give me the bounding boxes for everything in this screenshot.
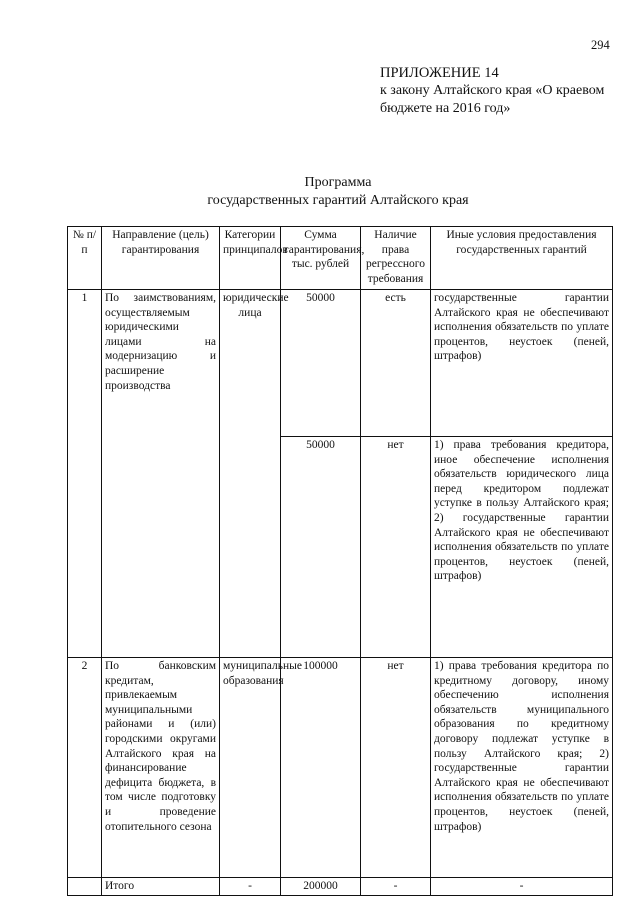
row-number: 1	[68, 290, 102, 658]
row-amount: 50000	[281, 437, 361, 658]
row-conditions: 1) права требования кредитора, иное обеспечение исполнения обязательств юридического лица перед кредитором подлежат уступке в пользу Алтайского края; 2) государственные гарантии Алтайского края не обеспечивают исполнения обязательств по уплате процентов, неустоек (пеней, штрафов)	[431, 437, 613, 658]
row-direction: По заимствованиям, осуществляемым юридическими лицами на модернизацию и расширение производства	[102, 290, 220, 658]
row-recourse: нет	[361, 658, 431, 878]
total-conditions: -	[431, 878, 613, 896]
total-amount: 200000	[281, 878, 361, 896]
total-category: -	[220, 878, 281, 896]
row-direction: По банковским кредитам, привлекаемым муниципальными районами и (или) городскими округами Алтайского края на финансирование дефицита бюджета, в том числе подготовку и проведение отопительного сезона	[102, 658, 220, 878]
total-row	[68, 878, 613, 896]
row-recourse: есть	[361, 290, 431, 437]
header-amount: Сумма гарантирования, тыс. рублей	[281, 227, 361, 290]
row-amount: 50000	[281, 290, 361, 437]
guarantee-table	[67, 226, 613, 896]
header-number: № п/п	[68, 227, 102, 290]
row-category: юридические лица	[220, 290, 281, 658]
row-amount: 100000	[281, 658, 361, 878]
total-recourse: -	[361, 878, 431, 896]
total-label: Итого	[102, 878, 220, 896]
row-conditions: государственные гарантии Алтайского края не обеспечивают исполнения обязательств по уплате процентов, неустоек (пеней, штрафов)	[431, 290, 613, 437]
table-row	[68, 290, 613, 437]
header-direction: Направление (цель) гарантирования	[102, 227, 220, 290]
page-number: 294	[591, 38, 610, 52]
appendix-title: ПРИЛОЖЕНИЕ 14	[380, 65, 499, 81]
row-number: 2	[68, 658, 102, 878]
appendix-block	[380, 64, 610, 118]
row-conditions: 1) права требования кредитора по кредитному договору, иному обеспечению исполнения обязательств муниципального образования по кредитному договору подлежат уступке в пользу Алтайского края; 2) государственные гарантии Алтайского края не обеспечивают исполнения обязательств по уплате процентов, неустоек (пеней, штрафов)	[431, 658, 613, 878]
appendix-subtitle: к закону Алтайского края «О краевом бюджете на 2016 год»	[380, 83, 605, 116]
document-title-line2: государственных гарантий Алтайского края	[207, 193, 469, 208]
table-row	[68, 658, 613, 878]
document-title-line1: Программа	[304, 175, 372, 190]
row-category: муниципальные образования	[220, 658, 281, 878]
table-header-row	[68, 227, 613, 290]
header-category: Категории принципалов	[220, 227, 281, 290]
header-conditions: Иные условия предоставления государственных гарантий	[431, 227, 613, 290]
header-recourse: Наличие права регрессного требования	[361, 227, 431, 290]
row-recourse: нет	[361, 437, 431, 658]
total-number-cell	[68, 878, 102, 896]
document-title	[66, 174, 610, 210]
